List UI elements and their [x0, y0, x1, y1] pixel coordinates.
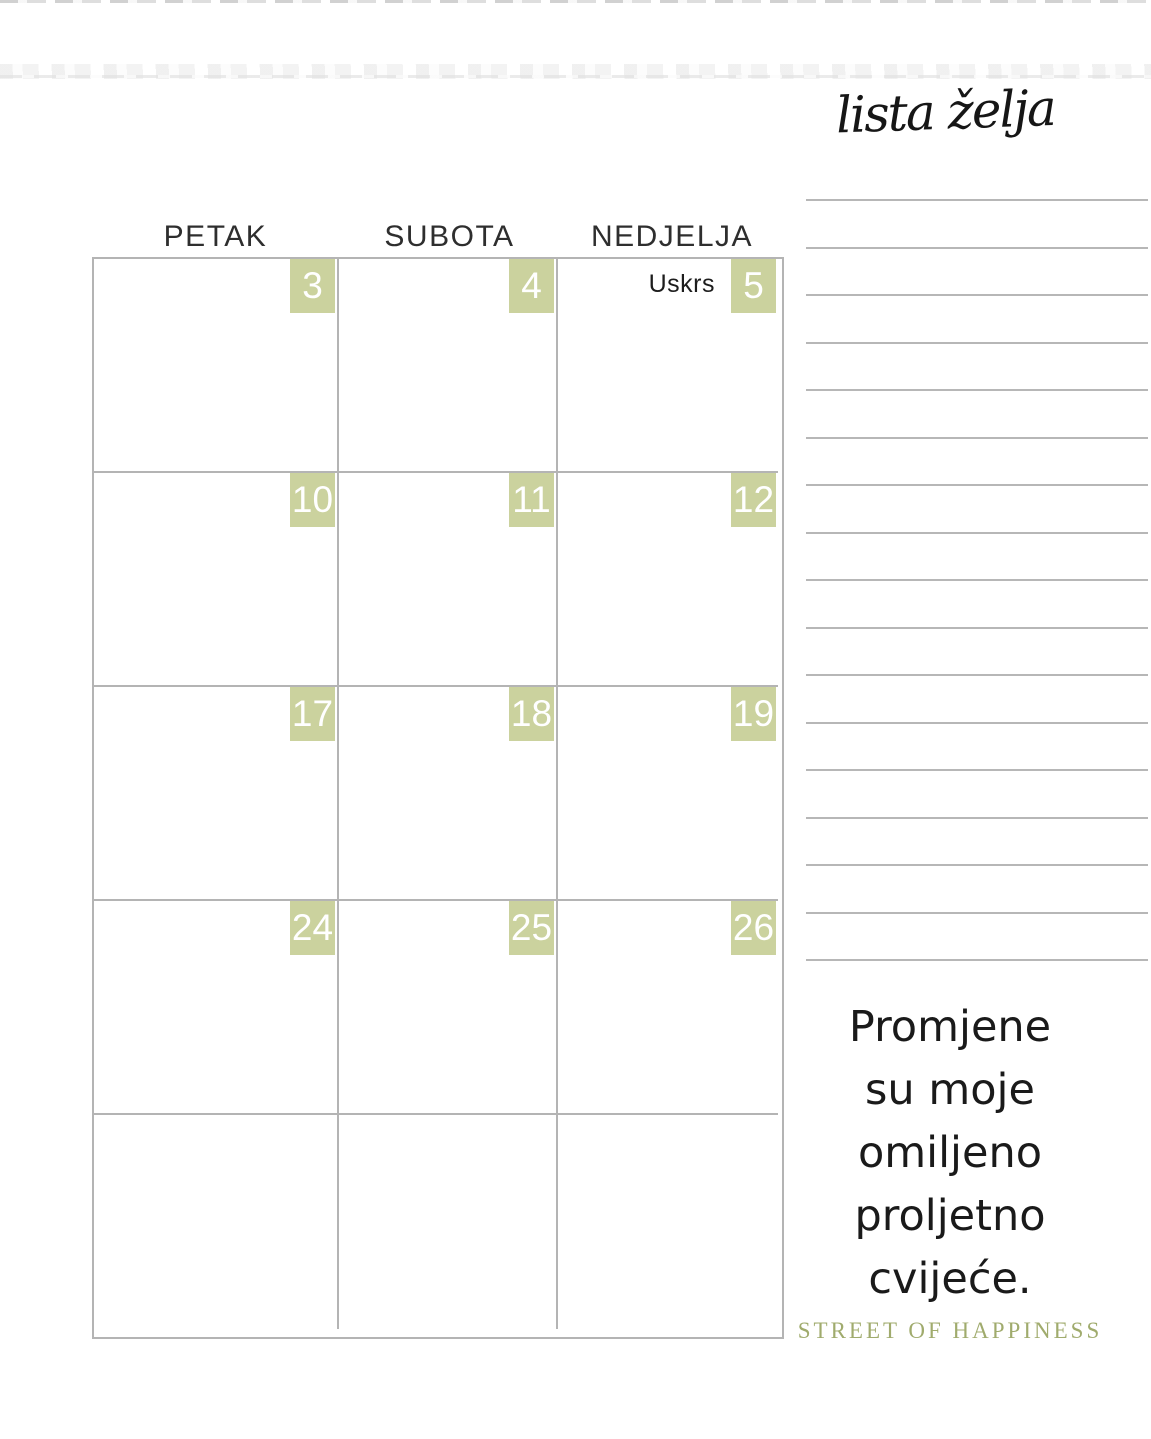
- date-badge: 25: [509, 901, 554, 955]
- wishlist-line: [806, 342, 1148, 344]
- wishlist-line: [806, 912, 1148, 914]
- wishlist-line: [806, 532, 1148, 534]
- calendar-cell: [558, 1115, 778, 1329]
- wishlist-line: [806, 484, 1148, 486]
- calendar-cell: [558, 259, 778, 473]
- scan-artifact-top: [0, 0, 1151, 3]
- calendar-cell: [94, 259, 339, 473]
- date-badge: 18: [509, 687, 554, 741]
- calendar-cell: [339, 687, 558, 901]
- calendar-cell: [558, 687, 778, 901]
- wishlist-line: [806, 389, 1148, 391]
- wishlist-line: [806, 294, 1148, 296]
- calendar-cell: [94, 1115, 339, 1329]
- date-badge: 17: [290, 687, 335, 741]
- date-badge: 5: [731, 259, 776, 313]
- wishlist-line: [806, 437, 1148, 439]
- quote-line: proljetno: [854, 1191, 1046, 1241]
- calendar-cell: [339, 1115, 558, 1329]
- calendar-cell: [558, 473, 778, 687]
- date-badge: 26: [731, 901, 776, 955]
- wishlist-line: [806, 627, 1148, 629]
- holiday-note: Uskrs: [648, 270, 715, 298]
- quote-line: omiljeno: [857, 1128, 1043, 1178]
- date-badge: 11: [509, 473, 554, 527]
- wishlist-lines: [806, 199, 1148, 964]
- quote: [788, 996, 1112, 1311]
- wishlist-line: [806, 722, 1148, 724]
- calendar-grid: [92, 257, 784, 1339]
- wishlist-line: [806, 579, 1148, 581]
- date-badge: 19: [731, 687, 776, 741]
- calendar-cell: [339, 473, 558, 687]
- wishlist-title: lista želja: [835, 78, 1056, 145]
- calendar-cell: [94, 901, 339, 1115]
- calendar-cell: [339, 901, 558, 1115]
- day-header-petak: PETAK: [163, 220, 268, 253]
- date-badge: 4: [509, 259, 554, 313]
- calendar-cell: [94, 473, 339, 687]
- date-badge: 3: [290, 259, 335, 313]
- calendar-cell: [94, 687, 339, 901]
- date-badge: 12: [731, 473, 776, 527]
- wishlist-line: [806, 769, 1148, 771]
- wishlist-line: [806, 674, 1148, 676]
- brand-footer: STREET OF HAPPINESS: [797, 1318, 1103, 1343]
- calendar-cell: [558, 901, 778, 1115]
- wishlist-line: [806, 199, 1148, 201]
- day-header-nedjelja: NEDJELJA: [590, 220, 754, 253]
- scan-artifact-band-edge: [0, 75, 1151, 78]
- date-badge: 24: [290, 901, 335, 955]
- day-header-subota: SUBOTA: [384, 220, 515, 253]
- quote-line: su moje: [865, 1065, 1035, 1115]
- wishlist-line: [806, 817, 1148, 819]
- calendar-cell: [339, 259, 558, 473]
- quote-line: cvijeće.: [868, 1254, 1032, 1304]
- weekday-header-row: [92, 216, 784, 254]
- quote-line: Promjene: [848, 1002, 1052, 1052]
- wishlist-line: [806, 959, 1148, 961]
- date-badge: 10: [290, 473, 335, 527]
- wishlist-line: [806, 864, 1148, 866]
- wishlist-line: [806, 247, 1148, 249]
